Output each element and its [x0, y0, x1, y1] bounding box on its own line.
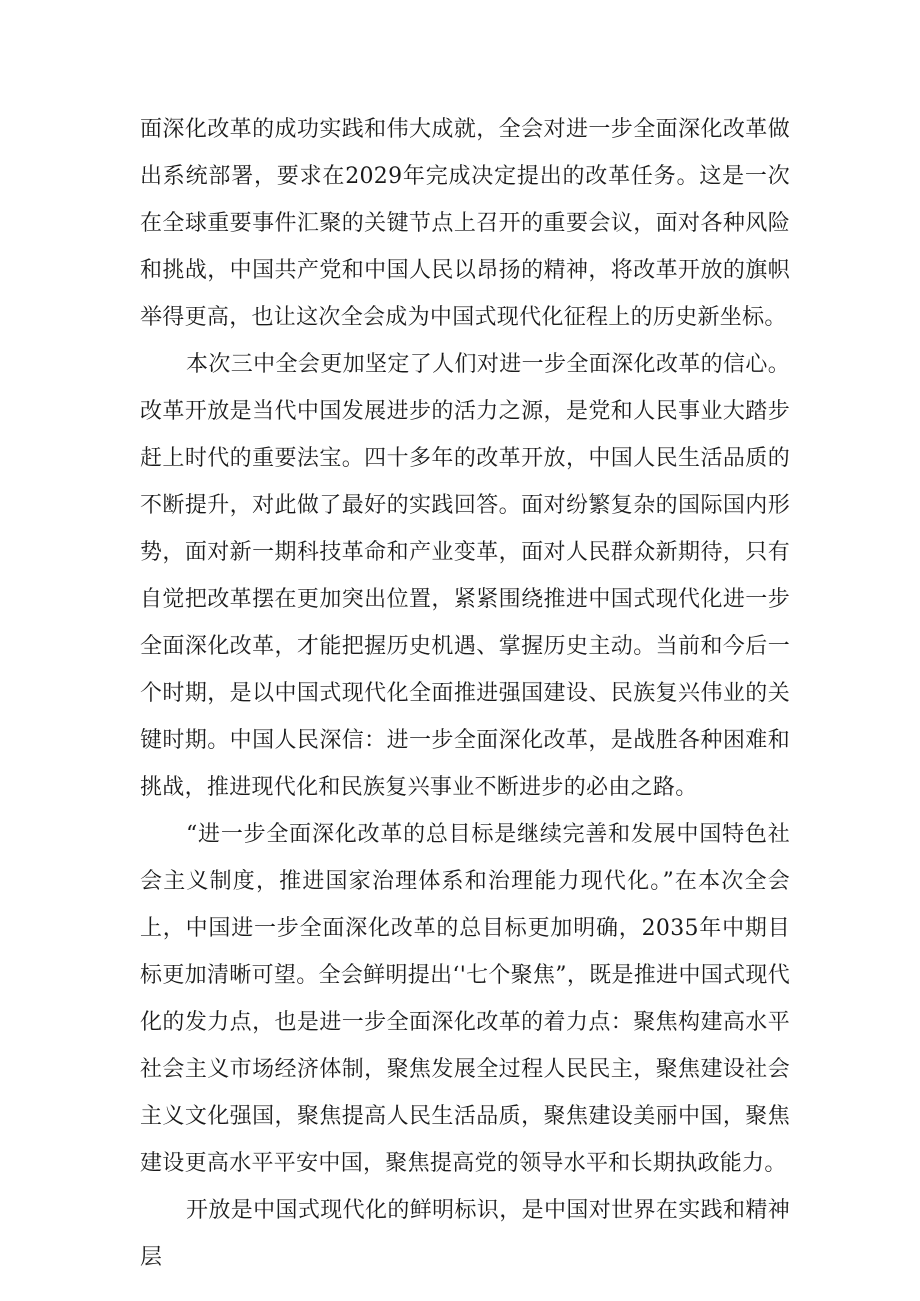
paragraph-3: “进一步全面深化改革的总目标是继续完善和发展中国特色社会主义制度，推进国家治理体系和治理能力现代化。”在本次全会上，中国进一步全面深化改革的总目标更加明确，2035年中期目标更加清晰可望。全会鲜明提出‘'七个聚焦”，既是推进中国式现代化的发力点，也是进一步全面深化改革的着力点：聚焦构建高水平社会主义市场经济体制，聚焦发展全过程人民民主，聚焦建设社会主义文化强国，聚焦提高人民生活品质，聚焦建设美丽中国，聚焦建设更高水平平安中国，聚焦提高党的领导水平和长期执政能力。 — [140, 822, 790, 1176]
paragraph-4: 开放是中国式现代化的鲜明标识，是中国对世界在实践和精神层 — [140, 1198, 790, 1270]
document-body — [140, 106, 790, 1281]
paragraph-1: 面深化改革的成功实践和伟大成就，全会对进一步全面深化改革做出系统部署，要求在2029年完成决定提出的改革任务。这是一次在全球重要事件汇聚的关键节点上召开的重要会议，面对各种风险和挑战，中国共产党和中国人民以昂扬的精神，将改革开放的旗帜举得更高，也让这次全会成为中国式现代化征程上的历史新坐标。 — [140, 117, 790, 330]
paragraph-2: 本次三中全会更加坚定了人们对进一步全面深化改革的信心。改革开放是当代中国发展进步的活力之源，是党和人民事业大踏步赶上时代的重要法宝。四十多年的改革开放，中国人民生活品质的不断提升，对此做了最好的实践回答。面对纷繁复杂的国际国内形势，面对新一期科技革命和产业变革，面对人民群众新期待，只有自觉把改革摆在更加突出位置，紧紧围绕推进中国式现代化进一步全面深化改革，才能把握历史机遇、掌握历史主动。当前和今后一个时期，是以中国式现代化全面推进强国建设、民族复兴伟业的关键时期。中国人民深信：进一步全面深化改革，是战胜各种困难和挑战，推进现代化和民族复兴事业不断进步的必由之路。 — [140, 352, 790, 800]
